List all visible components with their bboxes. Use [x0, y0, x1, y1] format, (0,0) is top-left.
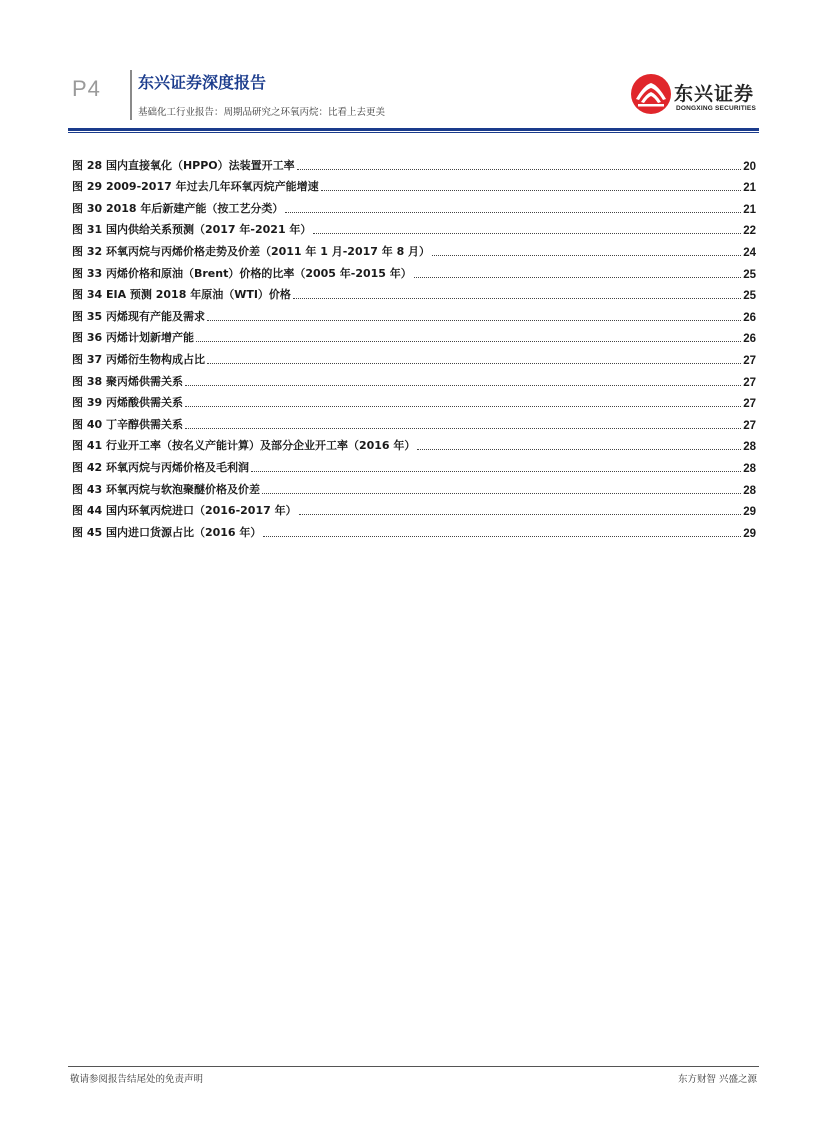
toc-entry-label: 图 33 丙烯价格和原油（Brent）价格的比率（2005 年-2015 年） — [72, 266, 412, 280]
toc-entry-page: 26 — [743, 311, 756, 324]
report-type-title: 东兴证券深度报告 — [138, 73, 267, 92]
toc-entry[interactable] — [72, 237, 756, 259]
toc-entry[interactable] — [72, 432, 756, 454]
toc-entry[interactable] — [72, 475, 756, 497]
toc-leader-dots — [263, 535, 741, 537]
logo-emblem-icon — [630, 73, 672, 115]
toc-entry[interactable] — [72, 173, 756, 195]
toc-entry[interactable] — [72, 259, 756, 281]
toc-entry-label: 图 44 国内环氧丙烷进口（2016-2017 年） — [72, 504, 297, 518]
toc-entry-page: 28 — [743, 462, 756, 475]
toc-entry-label: 图 39 丙烯酸供需关系 — [72, 396, 183, 410]
toc-leader-dots — [321, 189, 742, 191]
toc-entry-label: 图 42 环氧丙烷与丙烯价格及毛利润 — [72, 460, 249, 474]
toc-entry-page: 27 — [743, 398, 756, 411]
toc-entry-label: 图 34 EIA 预测 2018 年原油（WTI）价格 — [72, 288, 291, 302]
header-rule-thin — [68, 132, 759, 133]
toc-leader-dots — [251, 470, 741, 472]
toc-entry-page: 26 — [743, 333, 756, 346]
toc-entry-page: 25 — [743, 268, 756, 281]
toc-entry-page: 27 — [743, 419, 756, 432]
toc-entry[interactable] — [72, 345, 756, 367]
toc-leader-dots — [414, 276, 741, 278]
toc-entry-page: 28 — [743, 441, 756, 454]
toc-entry[interactable] — [72, 194, 756, 216]
toc-entry-page: 29 — [743, 506, 756, 519]
toc-entry[interactable] — [72, 367, 756, 389]
company-logo — [630, 73, 760, 123]
toc-entry[interactable] — [72, 216, 756, 238]
report-subtitle: 基础化工行业报告：周期品研究之环氧丙烷：比看上去更美 — [138, 107, 386, 118]
toc-entry-page: 27 — [743, 354, 756, 367]
toc-leader-dots — [185, 405, 741, 407]
toc-leader-dots — [196, 340, 741, 342]
footer-rule — [68, 1066, 759, 1067]
toc-leader-dots — [207, 319, 741, 321]
footer-slogan: 东方财智 兴盛之源 — [677, 1074, 757, 1085]
toc-leader-dots — [293, 297, 741, 299]
toc-entry[interactable] — [72, 518, 756, 540]
toc-entry-label: 图 28 国内直接氧化（HPPO）法装置开工率 — [72, 158, 295, 172]
header-divider — [130, 70, 132, 120]
toc-entry-label: 图 31 国内供给关系预测（2017 年-2021 年） — [72, 223, 312, 237]
toc-entry[interactable] — [72, 302, 756, 324]
toc-entry-page: 27 — [743, 376, 756, 389]
toc-entry-label: 图 41 行业开工率（按名义产能计算）及部分企业开工率（2016 年） — [72, 439, 416, 453]
toc-entry-label: 图 36 丙烯计划新增产能 — [72, 331, 194, 345]
toc-entry-label: 图 37 丙烯衍生物构成占比 — [72, 352, 205, 366]
toc-entry-page: 29 — [743, 527, 756, 540]
toc-entry-label: 图 32 环氧丙烷与丙烯价格走势及价差（2011 年 1 月-2017 年 8 月） — [72, 244, 431, 258]
toc-leader-dots — [207, 362, 741, 364]
toc-entry[interactable] — [72, 389, 756, 411]
logo-english-text: DONGXING SECURITIES — [676, 105, 757, 112]
toc-entry[interactable] — [72, 497, 756, 519]
toc-entry-label: 图 45 国内进口货源占比（2016 年） — [72, 525, 262, 539]
toc-leader-dots — [185, 384, 741, 386]
toc-leader-dots — [417, 448, 741, 450]
header-rule — [68, 128, 759, 131]
toc-entry[interactable] — [72, 410, 756, 432]
toc-entry[interactable] — [72, 151, 756, 173]
toc-entry-page: 22 — [743, 225, 756, 238]
toc-entry[interactable] — [72, 324, 756, 346]
toc-entry-label: 图 30 2018 年后新建产能（按工艺分类） — [72, 201, 284, 215]
toc-entry-page: 21 — [743, 182, 756, 195]
figure-index-list — [72, 151, 756, 540]
toc-entry-page: 28 — [743, 484, 756, 497]
toc-entry-label: 图 40 丁辛醇供需关系 — [72, 417, 183, 431]
toc-entry-page: 20 — [743, 160, 756, 173]
toc-entry-label: 图 38 聚丙烯供需关系 — [72, 374, 183, 388]
toc-entry-page: 24 — [743, 246, 756, 259]
toc-leader-dots — [285, 211, 741, 213]
toc-entry[interactable] — [72, 281, 756, 303]
toc-leader-dots — [262, 492, 741, 494]
toc-entry-label: 图 43 环氧丙烷与软泡聚醚价格及价差 — [72, 482, 260, 496]
toc-leader-dots — [299, 513, 742, 515]
logo-text: 东兴证券 — [674, 83, 755, 105]
toc-leader-dots — [432, 254, 741, 256]
toc-leader-dots — [313, 232, 741, 234]
toc-entry-label: 图 29 2009-2017 年过去几年环氧丙烷产能增速 — [72, 180, 319, 194]
toc-leader-dots — [297, 168, 742, 170]
toc-leader-dots — [185, 427, 741, 429]
toc-entry-page: 25 — [743, 290, 756, 303]
toc-entry-label: 图 35 丙烯现有产能及需求 — [72, 309, 205, 323]
page-number: P4 — [72, 76, 101, 101]
toc-entry-page: 21 — [743, 203, 756, 216]
toc-entry[interactable] — [72, 453, 756, 475]
footer-disclaimer: 敬请参阅报告结尾处的免责声明 — [70, 1074, 204, 1085]
